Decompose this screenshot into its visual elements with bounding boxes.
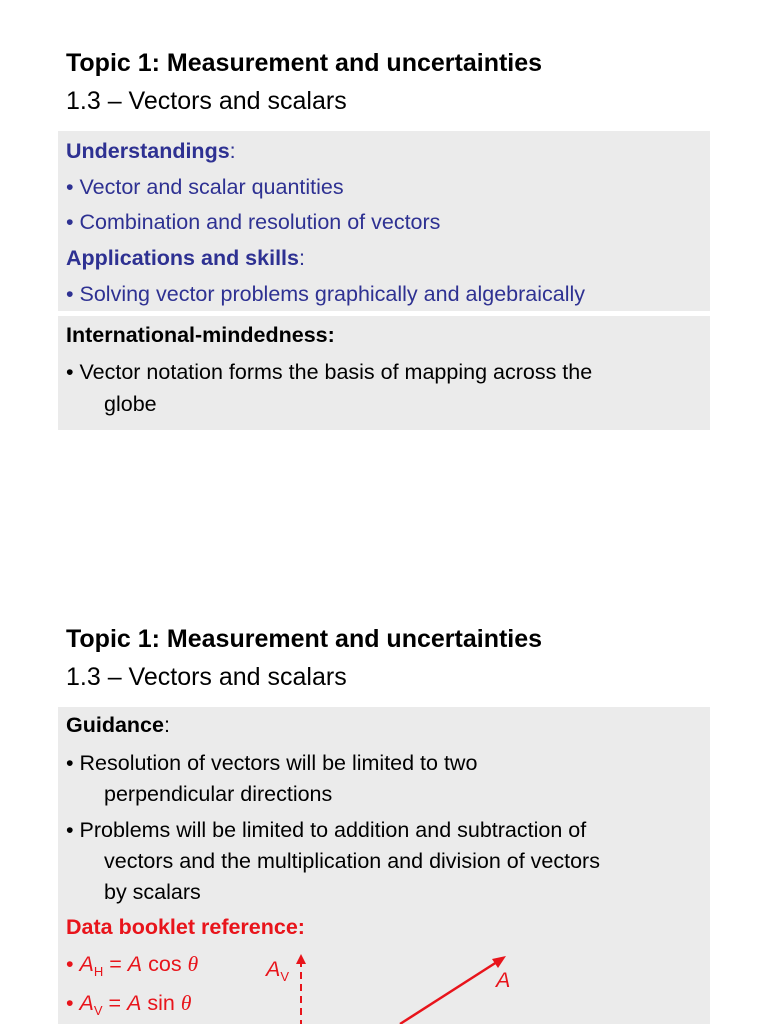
topic-title: Topic 1: Measurement and uncertainties — [66, 49, 543, 77]
formula-rhs-var: A — [127, 952, 143, 976]
vector-resolution-diagram — [260, 936, 560, 1024]
guidance-item: • Problems will be limited to addition and subtraction of — [66, 818, 587, 842]
formula-horizontal-component — [66, 951, 198, 985]
application-item: • Solving vector problems graphically and algebraically — [66, 282, 586, 306]
subtopic-title: 1.3 – Vectors and scalars — [66, 87, 347, 115]
international-mindedness-heading: International-mindedness: — [66, 323, 335, 347]
formula-lhs-var: A — [79, 952, 94, 976]
formula-equals: = — [109, 952, 122, 976]
formula-bullet: • — [66, 991, 74, 1015]
understandings-heading — [66, 138, 236, 164]
guidance-item-continuation: by scalars — [104, 880, 201, 904]
applications-heading — [66, 245, 305, 271]
guidance-heading-colon: : — [163, 713, 170, 737]
understandings-heading-text: Understandings — [66, 139, 230, 163]
vertical-component-arrowhead — [296, 954, 306, 964]
vector-label: A — [496, 968, 511, 992]
vertical-component-label-var: A — [266, 957, 281, 981]
formula-angle: θ — [180, 991, 192, 1015]
applications-heading-text: Applications and skills — [66, 246, 299, 270]
formula-vertical-component — [66, 990, 191, 1024]
vector-line — [400, 960, 500, 1024]
formula-angle: θ — [187, 952, 199, 976]
international-mindedness-item: • Vector notation forms the basis of mapping across the — [66, 360, 593, 384]
guidance-item-continuation: perpendicular directions — [104, 782, 333, 806]
understanding-item: • Combination and resolution of vectors — [66, 210, 441, 234]
subtopic-title: 1.3 – Vectors and scalars — [66, 663, 347, 691]
formula-function: sin — [147, 991, 175, 1015]
topic-title: Topic 1: Measurement and uncertainties — [66, 625, 543, 653]
formula-equals: = — [108, 991, 122, 1015]
formula-rhs-var: A — [127, 991, 142, 1015]
vertical-component-label-subscript: V — [280, 969, 290, 984]
formula-lhs-subscript: H — [93, 964, 104, 979]
guidance-heading-text: Guidance — [66, 713, 164, 737]
guidance-item-continuation: vectors and the multiplication and division of vectors — [104, 849, 600, 873]
understanding-item: • Vector and scalar quantities — [66, 175, 344, 199]
applications-heading-colon: : — [298, 246, 305, 270]
formula-function: cos — [148, 952, 182, 976]
vector-arrowhead — [492, 956, 506, 968]
understandings-heading-colon: : — [229, 139, 236, 163]
formula-lhs-subscript: V — [93, 1003, 103, 1018]
guidance-item: • Resolution of vectors will be limited to two — [66, 751, 478, 775]
formula-bullet: • — [66, 952, 74, 976]
data-booklet-heading: Data booklet reference: — [66, 915, 305, 939]
formula-lhs-var: A — [79, 991, 94, 1015]
guidance-heading — [66, 712, 170, 738]
international-mindedness-item-continuation: globe — [104, 392, 157, 416]
